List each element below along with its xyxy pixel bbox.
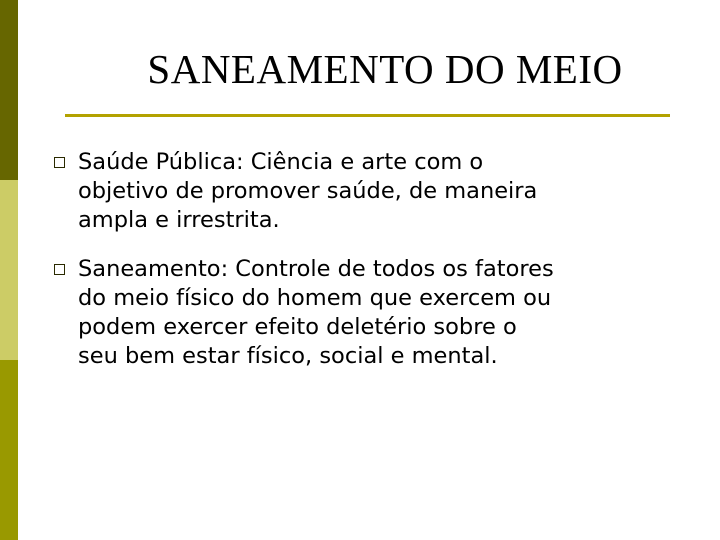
bullet-item-saude-publica	[54, 148, 694, 235]
sidebar-accent-bottom	[0, 360, 18, 540]
square-bullet-icon	[54, 157, 65, 168]
bullet-list	[54, 148, 694, 391]
bullet-line: ampla e irrestrita.	[78, 207, 280, 233]
bullet-line: objetivo de promover saúde, de maneira	[78, 178, 538, 204]
bullet-line: Saneamento: Controle de todos os fatores	[78, 256, 554, 282]
slide-title: SANEAMENTO DO MEIO	[147, 46, 623, 92]
square-bullet-icon	[54, 264, 65, 275]
bullet-line: seu bem estar físico, social e mental.	[78, 343, 498, 369]
sidebar-accent-top	[0, 0, 18, 180]
bullet-line: podem exercer efeito deletério sobre o	[78, 314, 517, 340]
bullet-line: Saúde Pública: Ciência e arte com o	[78, 149, 484, 175]
title-underline	[65, 114, 670, 117]
bullet-item-saneamento	[54, 255, 694, 371]
sidebar-accent-middle	[0, 180, 18, 360]
bullet-line: do meio físico do homem que exercem ou	[78, 285, 552, 311]
